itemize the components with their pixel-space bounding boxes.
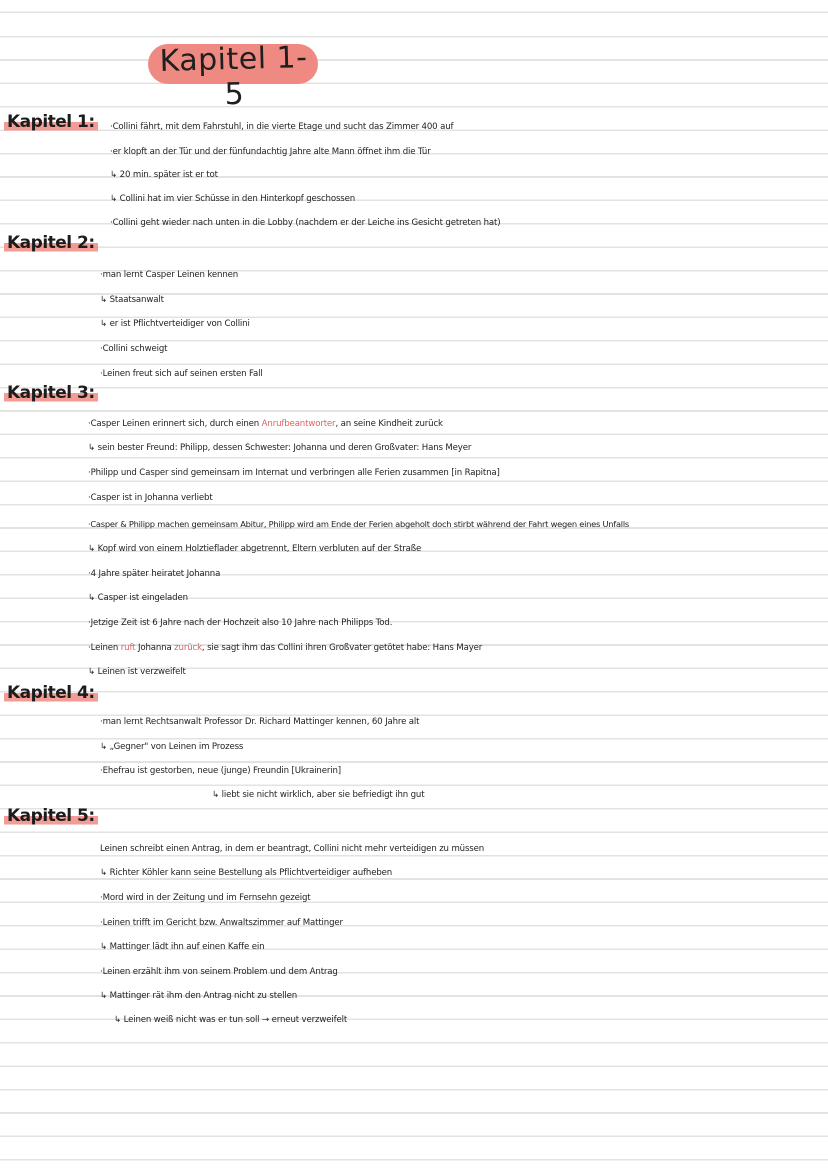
chapter-2-heading: Kapitel 2: — [4, 233, 98, 253]
chapter-2-line-2: ↳ Staatsanwalt — [100, 295, 164, 305]
chapter-5-line-7: ↳ Mattinger rät ihm den Antrag nicht zu stellen — [100, 991, 298, 1001]
chapter-2-line-5: ·Leinen freut sich auf seinen ersten Fall — [100, 369, 263, 379]
chapter-5-line-6: ·Leinen erzählt ihm von seinem Problem und dem Antrag — [100, 967, 338, 977]
chapter-5-line-4: ·Leinen trifft im Gericht bzw. Anwaltszimmer auf Mattinger — [100, 918, 343, 928]
chapter-3-line-6: ↳ Kopf wird von einem Holztieflader abgetrennt, Eltern verbluten auf der Straße — [88, 544, 422, 554]
page-title: Kapitel 1-5 — [159, 40, 308, 113]
chapter-3-line-10-part-3: , sie sagt ihm das Collini ihren Großvater getötet habe: Hans Mayer — [201, 643, 483, 653]
chapter-3-line-11: ↳ Leinen ist verzweifelt — [88, 667, 186, 677]
chapter-5-line-2: ↳ Richter Köhler kann seine Bestellung als Pflichtverteidiger aufheben — [100, 868, 393, 878]
chapter-3-line-8: ↳ Casper ist eingeladen — [88, 593, 188, 603]
chapter-2-line-4: ·Collini schweigt — [100, 344, 168, 354]
chapter-3-heading: Kapitel 3: — [4, 383, 98, 403]
chapter-4-heading: Kapitel 4: — [4, 683, 98, 703]
chapter-4-line-1: ·man lernt Rechtsanwalt Professor Dr. Richard Mattinger kennen, 60 Jahre alt — [100, 717, 420, 727]
chapter-5-heading: Kapitel 5: — [4, 806, 98, 826]
chapter-3-line-2: ↳ sein bester Freund: Philipp, dessen Schwester: Johanna und deren Großvater: Hans Meyer — [88, 443, 472, 453]
chapter-3-line-10-part-1: ·Leinen — [88, 643, 121, 653]
chapter-3-line-1-part-2: , an seine Kindheit zurück — [335, 419, 443, 429]
chapter-3-highlighted-word: Anrufbeantworter — [261, 419, 336, 429]
chapter-1-line-4: ↳ Collini hat im vier Schüsse in den Hinterkopf geschossen — [110, 194, 356, 204]
chapter-3-line-1 — [88, 419, 443, 429]
chapter-5-line-3: ·Mord wird in der Zeitung und im Fernsehn gezeigt — [100, 893, 311, 903]
chapter-1-line-2: ·er klopft an der Tür und der fünfundachtig Jahre alte Mann öffnet ihm die Tür — [110, 147, 431, 157]
chapter-1-line-3: ↳ 20 min. später ist er tot — [110, 170, 218, 180]
chapter-3-line-3: ·Philipp und Casper sind gemeinsam im Internat und verbringen alle Ferien zusammen [in Rapitna] — [88, 468, 500, 478]
chapter-2-line-1: ·man lernt Casper Leinen kennen — [100, 270, 239, 280]
chapter-3-line-5: ·Casper & Philipp machen gemeinsam Abitur, Philipp wird am Ende der Ferien abgeholt doch stirbt während der Fahrt wegen eines Unfalls — [88, 519, 629, 529]
chapter-3-line-10 — [88, 643, 482, 653]
chapter-4-line-2: ↳ „Gegner" von Leinen im Prozess — [100, 742, 244, 752]
chapter-4-line-4: ↳ liebt sie nicht wirklich, aber sie befriedigt ihn gut — [212, 790, 425, 800]
chapter-3-highlighted-zurueck: zurück — [174, 643, 202, 653]
chapter-3-line-9: ·Jetzige Zeit ist 6 Jahre nach der Hochzeit also 10 Jahre nach Philipps Tod. — [88, 618, 393, 628]
chapter-1-line-1: ·Collini fährt, mit dem Fahrstuhl, in die vierte Etage und sucht das Zimmer 400 auf — [110, 122, 454, 132]
chapter-1-heading: Kapitel 1: — [4, 112, 98, 132]
chapter-1-line-5: ·Collini geht wieder nach unten in die Lobby (nachdem er der Leiche ins Gesicht getreten hat) — [110, 218, 501, 228]
chapter-5-line-1: Leinen schreibt einen Antrag, in dem er beantragt, Collini nicht mehr verteidigen zu müssen — [100, 844, 485, 854]
chapter-3-line-7: ·4 Jahre später heiratet Johanna — [88, 569, 221, 579]
chapter-3-highlighted-ruft: ruft — [120, 643, 136, 653]
chapter-3-line-4: ·Casper ist in Johanna verliebt — [88, 493, 213, 503]
chapter-3-line-1-part-1: ·Casper Leinen erinnert sich, durch einen — [88, 419, 262, 429]
chapter-2-line-3: ↳ er ist Pflichtverteidiger von Collini — [100, 319, 250, 329]
chapter-3-line-10-part-2: Johanna — [135, 643, 175, 653]
chapter-5-line-5: ↳ Mattinger lädt ihn auf einen Kaffe ein — [100, 942, 265, 952]
chapter-4-line-3: ·Ehefrau ist gestorben, neue (junge) Freundin [Ukrainerin] — [100, 766, 341, 776]
chapter-5-line-8: ↳ Leinen weiß nicht was er tun soll → erneut verzweifelt — [114, 1015, 348, 1025]
